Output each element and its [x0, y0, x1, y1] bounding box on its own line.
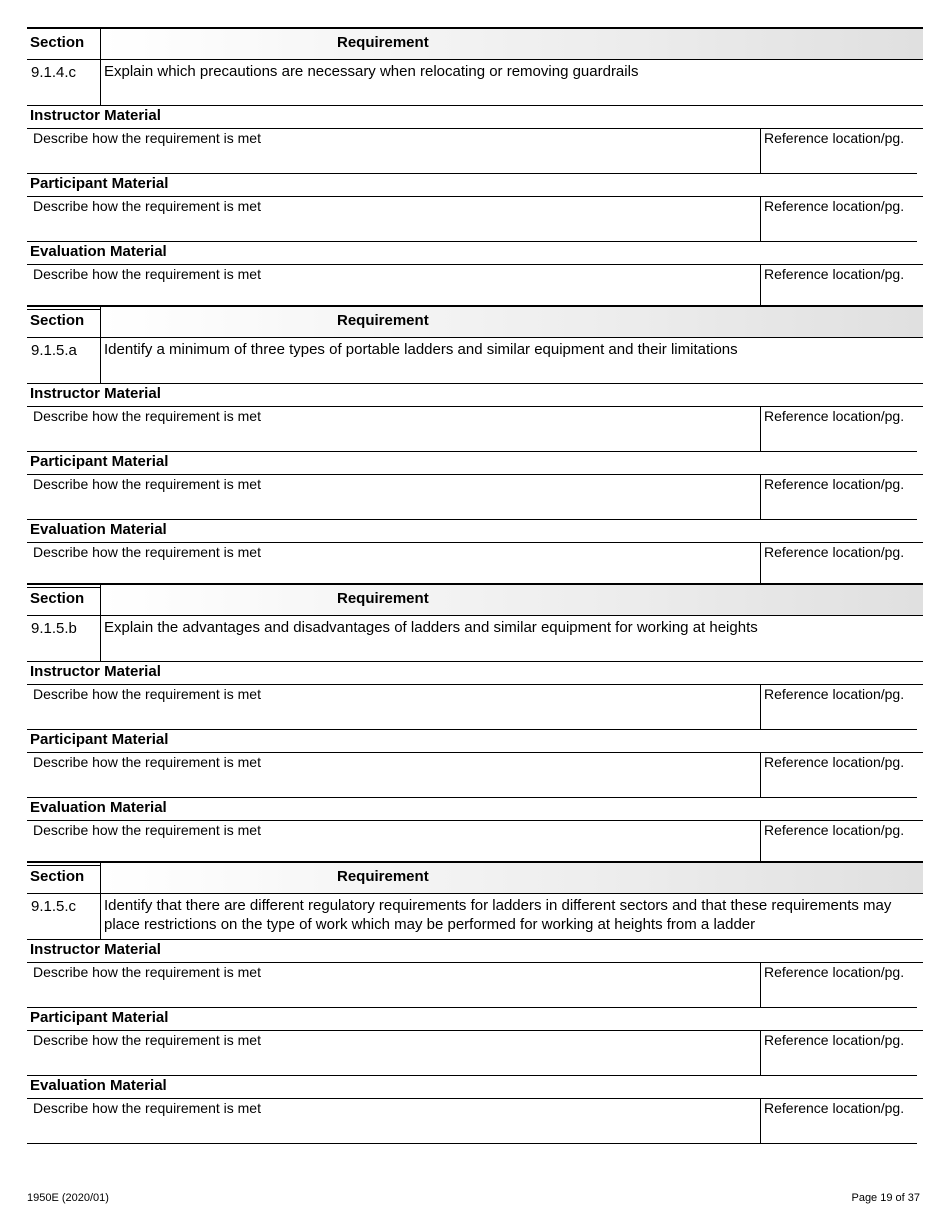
- describe-field[interactable]: Describe how the requirement is met: [33, 544, 261, 560]
- reference-field[interactable]: Reference location/pg.: [760, 1031, 923, 1075]
- instructor-material-row: [27, 129, 917, 174]
- requirement-block: [27, 583, 923, 866]
- form-id: 1950E (2020/01): [27, 1192, 109, 1204]
- participant-material-row: [27, 753, 917, 798]
- instructor-material-row: [27, 685, 917, 730]
- participant-material-row: [27, 1031, 917, 1076]
- evaluation-material-heading: Evaluation Material: [27, 1076, 923, 1099]
- section-number: 9.1.5.a: [27, 338, 101, 383]
- section-header: [27, 583, 923, 616]
- describe-field[interactable]: Describe how the requirement is met: [33, 754, 261, 770]
- requirement-column-label: Requirement: [337, 590, 429, 607]
- describe-field[interactable]: Describe how the requirement is met: [33, 822, 261, 838]
- reference-field[interactable]: Reference location/pg.: [760, 197, 923, 241]
- section-header: [27, 305, 923, 338]
- requirement-column-header: [101, 863, 923, 893]
- instructor-material-heading: Instructor Material: [27, 662, 923, 685]
- requirement-row: [27, 338, 923, 384]
- evaluation-material-row: [27, 265, 917, 310]
- describe-field[interactable]: Describe how the requirement is met: [33, 1100, 261, 1116]
- section-header: [27, 861, 923, 894]
- participant-material-row: [27, 197, 917, 242]
- describe-field[interactable]: Describe how the requirement is met: [33, 686, 261, 702]
- requirement-block: [27, 861, 923, 1144]
- section-number: 9.1.4.c: [27, 60, 101, 105]
- instructor-material-row: [27, 407, 917, 452]
- describe-field[interactable]: Describe how the requirement is met: [33, 130, 261, 146]
- evaluation-material-heading: Evaluation Material: [27, 798, 923, 821]
- describe-field[interactable]: Describe how the requirement is met: [33, 1032, 261, 1048]
- requirement-column-header: [101, 29, 923, 59]
- evaluation-material-heading: Evaluation Material: [27, 242, 923, 265]
- reference-field[interactable]: Reference location/pg.: [760, 543, 923, 587]
- evaluation-material-heading: Evaluation Material: [27, 520, 923, 543]
- participant-material-heading: Participant Material: [27, 1008, 923, 1031]
- page-number: Page 19 of 37: [851, 1192, 920, 1204]
- requirement-column-header: [101, 585, 923, 615]
- section-header: [27, 27, 923, 60]
- requirement-column-label: Requirement: [337, 34, 429, 51]
- requirement-text: Explain which precautions are necessary when relocating or removing guardrails: [104, 63, 639, 80]
- evaluation-material-row: [27, 543, 917, 588]
- instructor-material-heading: Instructor Material: [27, 940, 923, 963]
- requirement-text: Identify that there are different regulatory requirements for ladders in different sectors and that these requirements may place restrictions on the type of work which may be performed for working at heights from a ladder: [104, 897, 892, 933]
- participant-material-heading: Participant Material: [27, 452, 923, 475]
- section-column-label: Section: [27, 307, 101, 337]
- reference-field[interactable]: Reference location/pg.: [760, 129, 923, 173]
- reference-field[interactable]: Reference location/pg.: [760, 1099, 923, 1143]
- requirement-row: [27, 894, 923, 940]
- section-number: 9.1.5.c: [27, 894, 101, 939]
- requirement-block: [27, 27, 923, 310]
- reference-field[interactable]: Reference location/pg.: [760, 475, 923, 519]
- evaluation-material-row: [27, 821, 917, 866]
- evaluation-material-row: [27, 1099, 917, 1144]
- reference-field[interactable]: Reference location/pg.: [760, 407, 923, 451]
- requirement-column-label: Requirement: [337, 868, 429, 885]
- section-number: 9.1.5.b: [27, 616, 101, 661]
- describe-field[interactable]: Describe how the requirement is met: [33, 266, 261, 282]
- reference-field[interactable]: Reference location/pg.: [760, 753, 923, 797]
- describe-field[interactable]: Describe how the requirement is met: [33, 476, 261, 492]
- reference-field[interactable]: Reference location/pg.: [760, 265, 923, 309]
- section-column-label: Section: [27, 585, 101, 615]
- instructor-material-row: [27, 963, 917, 1008]
- participant-material-row: [27, 475, 917, 520]
- instructor-material-heading: Instructor Material: [27, 384, 923, 407]
- section-column-label: Section: [27, 29, 101, 59]
- participant-material-heading: Participant Material: [27, 174, 923, 197]
- reference-field[interactable]: Reference location/pg.: [760, 821, 923, 865]
- requirement-column-label: Requirement: [337, 312, 429, 329]
- requirement-column-header: [101, 307, 923, 337]
- participant-material-heading: Participant Material: [27, 730, 923, 753]
- requirement-text: Identify a minimum of three types of portable ladders and similar equipment and their limitations: [104, 341, 738, 358]
- requirement-row: [27, 60, 923, 106]
- instructor-material-heading: Instructor Material: [27, 106, 923, 129]
- describe-field[interactable]: Describe how the requirement is met: [33, 198, 261, 214]
- section-column-label: Section: [27, 863, 101, 893]
- describe-field[interactable]: Describe how the requirement is met: [33, 408, 261, 424]
- requirement-row: [27, 616, 923, 662]
- requirement-block: [27, 305, 923, 588]
- reference-field[interactable]: Reference location/pg.: [760, 963, 923, 1007]
- reference-field[interactable]: Reference location/pg.: [760, 685, 923, 729]
- requirement-text: Explain the advantages and disadvantages of ladders and similar equipment for working at heights: [104, 619, 758, 636]
- describe-field[interactable]: Describe how the requirement is met: [33, 964, 261, 980]
